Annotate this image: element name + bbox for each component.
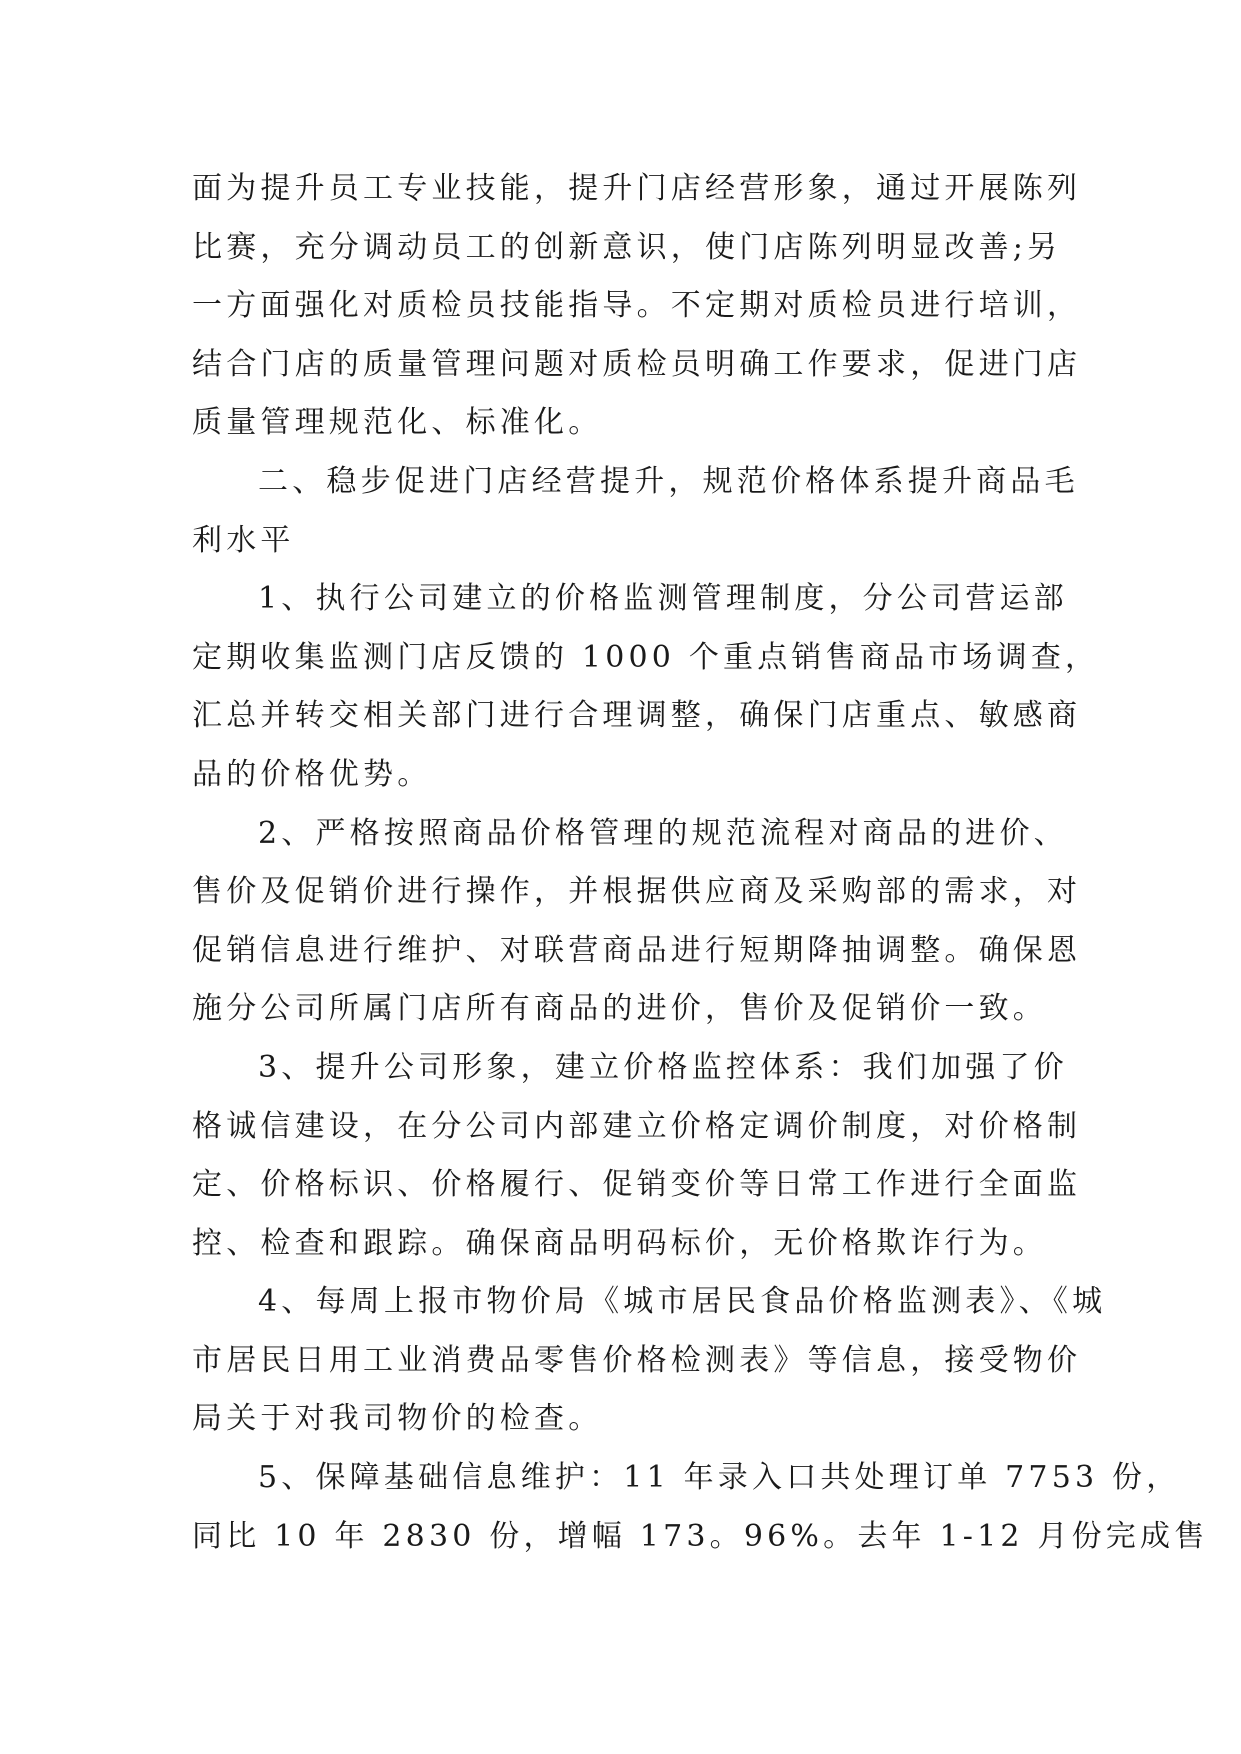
text-line: 格诚信建设，在分公司内部建立价格定调价制度，对价格制 — [192, 1108, 1082, 1144]
text-line: 汇总并转交相关部门进行合理调整，确保门店重点、敏感商 — [192, 698, 1082, 734]
text-line: 定、价格标识、价格履行、促销变价等日常工作进行全面监 — [192, 1167, 1082, 1203]
section-heading-line: 利水平 — [192, 522, 295, 558]
text-line: 比赛，充分调动员工的创新意识，使门店陈列明显改善;另 — [192, 229, 1062, 265]
text-line: 4、每周上报市物价局《城市居民食品价格监测表》、《城 — [258, 1284, 1107, 1320]
section-heading-line: 二、稳步促进门店经营提升，规范价格体系提升商品毛 — [258, 463, 1079, 499]
text-line: 同比 10 年 2830 份，增幅 173。96%。去年 1-12 月份完成售 — [192, 1518, 1209, 1554]
text-line: 定期收集监测门店反馈的 1000 个重点销售商品市场调查， — [192, 639, 1100, 675]
text-line: 品的价格优势。 — [192, 756, 432, 792]
text-line: 售价及促销价进行操作，并根据供应商及采购部的需求，对 — [192, 874, 1082, 910]
text-line: 1、执行公司建立的价格监测管理制度，分公司营运部 — [258, 581, 1068, 617]
document-body — [192, 160, 1209, 1566]
text-line: 2、严格按照商品价格管理的规范流程对商品的进价、 — [258, 815, 1068, 851]
text-line: 5、保障基础信息维护：11 年录入口共处理订单 7753 份， — [258, 1460, 1181, 1496]
text-line: 促销信息进行维护、对联营商品进行短期降抽调整。确保恩 — [192, 932, 1082, 968]
text-line: 局关于对我司物价的检查。 — [192, 1401, 603, 1437]
text-line: 3、提升公司形象，建立价格监控体系：我们加强了价 — [258, 1049, 1068, 1085]
text-line: 施分公司所属门店所有商品的进价，售价及促销价一致。 — [192, 991, 1047, 1027]
text-line: 质量管理规范化、标准化。 — [192, 405, 603, 441]
text-line: 一方面强化对质检员技能指导。不定期对质检员进行培训， — [192, 288, 1082, 324]
text-line: 面为提升员工专业技能，提升门店经营形象，通过开展陈列 — [192, 171, 1082, 206]
text-line: 市居民日用工业消费品零售价格检测表》等信息，接受物价 — [192, 1342, 1082, 1378]
text-line: 控、检查和跟踪。确保商品明码标价，无价格欺诈行为。 — [192, 1225, 1047, 1261]
text-line: 结合门店的质量管理问题对质检员明确工作要求，促进门店 — [192, 346, 1082, 382]
